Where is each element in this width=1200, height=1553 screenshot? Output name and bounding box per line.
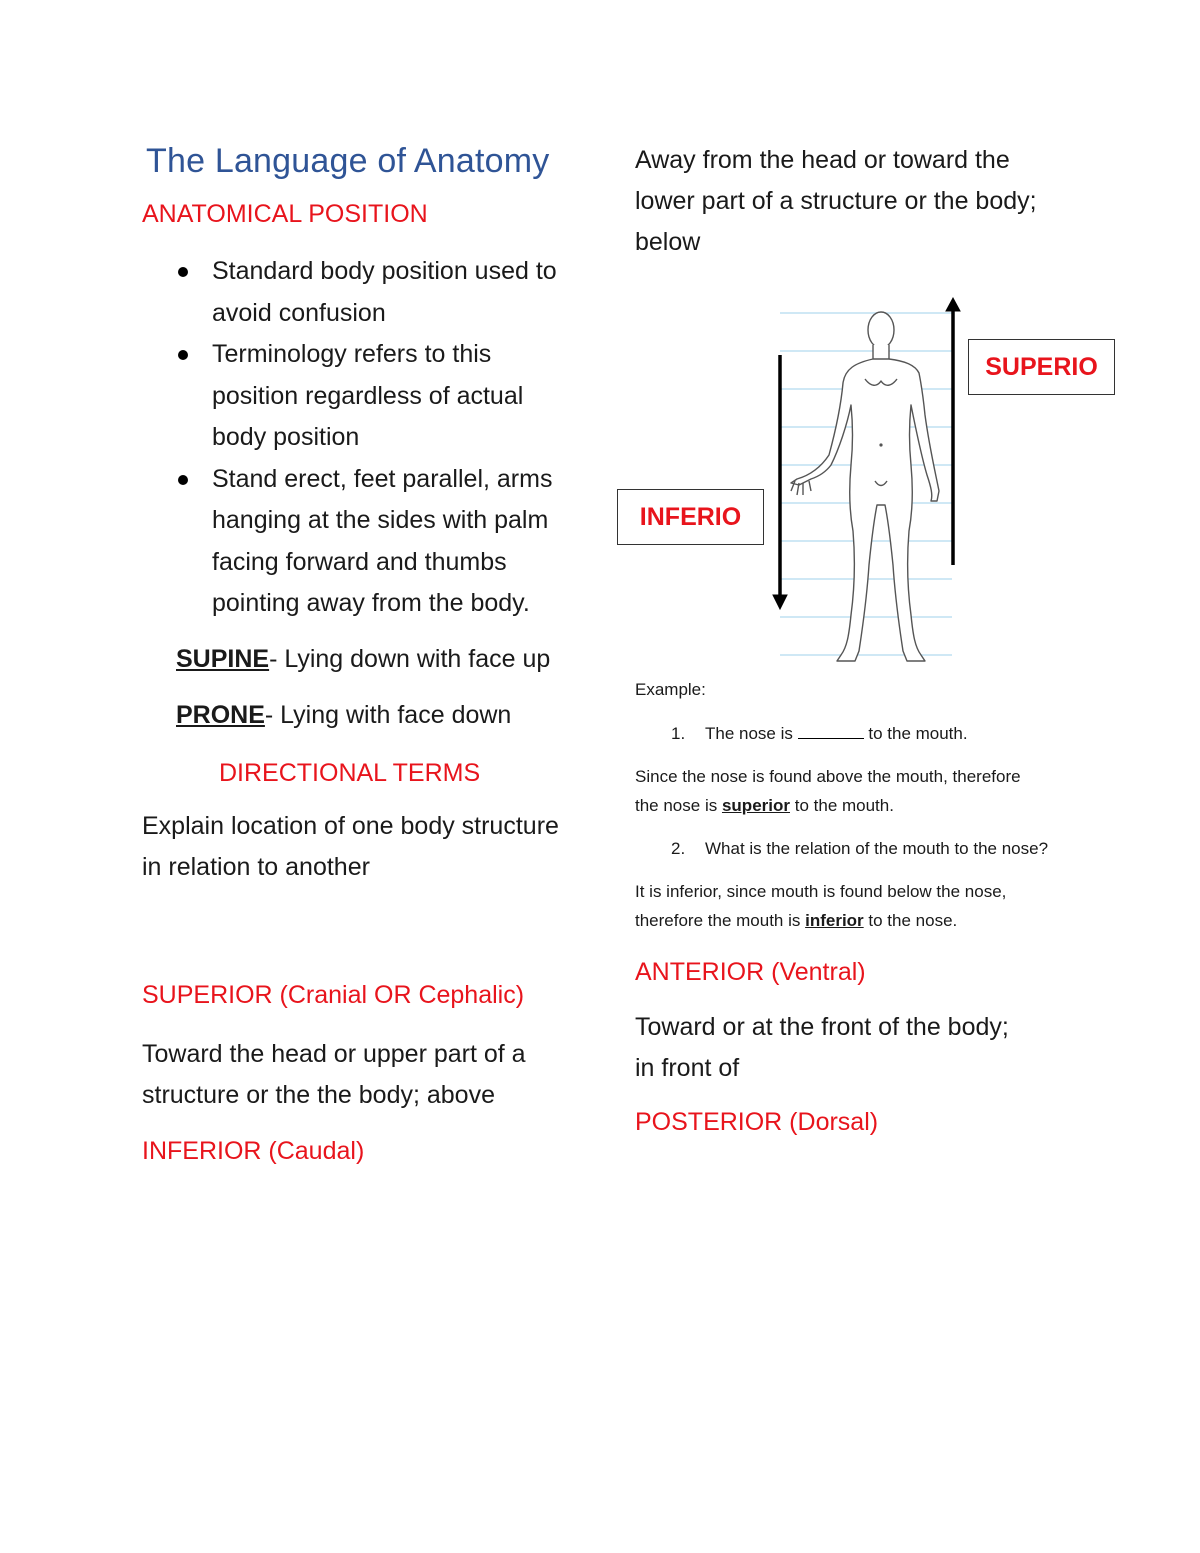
- right-column-top: [635, 140, 1105, 263]
- left-column: [142, 142, 582, 1168]
- supine-term: SUPINE: [176, 644, 270, 673]
- directional-terms-heading: DIRECTIONAL TERMS: [219, 758, 481, 787]
- directional-terms-text: Explain location of one body structure in relation to another: [142, 811, 559, 881]
- inferior-label-box: INFERIO: [617, 489, 764, 545]
- list-item: Standard body position used to avoid confusion: [142, 251, 582, 334]
- superior-heading: SUPERIOR (Cranial OR Cephalic): [142, 980, 525, 1009]
- a2-end: to the nose.: [868, 911, 958, 930]
- a2-term: inferior: [805, 911, 864, 930]
- a1-term: superior: [721, 796, 790, 815]
- question-number: 2.: [671, 839, 686, 858]
- inferior-heading: INFERIOR (Caudal): [142, 1136, 365, 1165]
- fill-in-blank: [798, 720, 864, 739]
- a2-text: It is inferior, since mouth is found below the nose, therefore the mouth is: [635, 882, 1007, 930]
- a1-end: to the mouth.: [794, 796, 894, 815]
- a1-text: Since the nose is found above the mouth, therefore the nose is: [635, 767, 1021, 815]
- supine-definition: [176, 639, 582, 680]
- document-title: The Language of Anatomy: [146, 142, 550, 180]
- example-answer-2: [635, 877, 1035, 935]
- prone-definition: [176, 695, 582, 736]
- list-item: Terminology refers to this position regardless of actual body position: [142, 334, 582, 459]
- anterior-heading: ANTERIOR (Ventral): [635, 958, 866, 986]
- anatomical-position-list: [142, 251, 582, 625]
- q1-text-end: to the mouth.: [868, 724, 968, 743]
- question-number: 1.: [671, 724, 686, 743]
- example-answer-1: [635, 762, 1045, 820]
- anatomical-position-heading: ANATOMICAL POSITION: [142, 200, 428, 228]
- superior-arrowhead-icon: [946, 298, 960, 311]
- right-column-bottom: [635, 675, 1105, 1139]
- anterior-text: Toward or at the front of the body; in front of: [635, 1013, 1009, 1082]
- example-question-1: [635, 719, 1105, 748]
- list-item: Stand erect, feet parallel, arms hanging at the sides with palm facing forward and thumbs pointing away from the body.: [142, 459, 582, 625]
- example-label: Example:: [635, 680, 706, 699]
- list-item: [635, 834, 1065, 863]
- supine-text: - Lying down with face up: [269, 644, 551, 673]
- superior-label-box: SUPERIO: [968, 339, 1115, 395]
- anatomy-diagram: [615, 295, 1120, 675]
- inferior-text: Away from the head or toward the lower part of a structure or the body; below: [635, 146, 1037, 256]
- prone-text: - Lying with face down: [264, 700, 512, 729]
- list-item: [635, 719, 1105, 748]
- inferior-arrowhead-icon: [773, 595, 787, 609]
- superior-text: Toward the head or upper part of a structure or the the body; above: [142, 1039, 526, 1109]
- posterior-heading: POSTERIOR (Dorsal): [635, 1108, 879, 1136]
- human-figure-icon: [791, 312, 939, 661]
- q1-text-start: The nose is: [705, 724, 793, 743]
- q2-text: What is the relation of the mouth to the nose?: [705, 839, 1049, 858]
- prone-term: PRONE: [176, 700, 265, 729]
- example-question-2: [635, 834, 1105, 863]
